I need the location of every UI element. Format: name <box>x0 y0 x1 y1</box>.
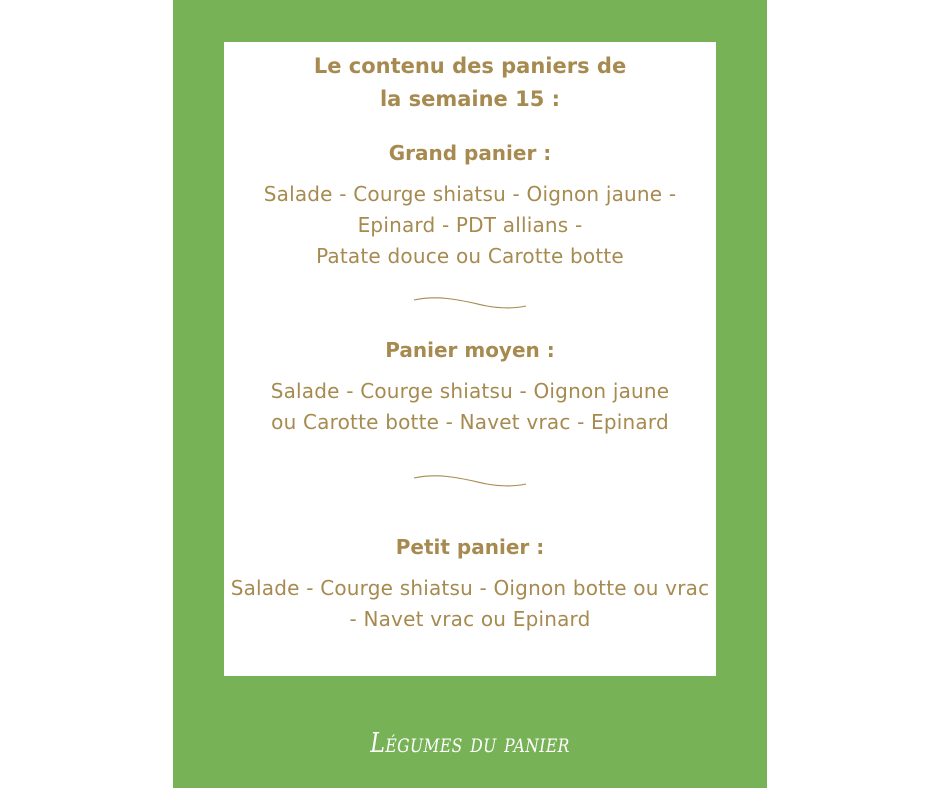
wavy-divider-icon <box>412 474 528 490</box>
wavy-divider-icon <box>412 296 528 312</box>
petit-panier-line-2: - Navet vrac ou Epinard <box>349 607 591 631</box>
panier-moyen-heading: Panier moyen : <box>385 338 555 362</box>
petit-panier-line-1: Salade - Courge shiatsu - Oignon botte ou vrac <box>230 576 710 600</box>
panier-moyen-line-2: ou Carotte botte - Navet vrac - Epinard <box>271 410 669 434</box>
grand-panier-line-2: Epinard - PDT allians - <box>357 213 583 237</box>
footer-title: Légumes du panier <box>370 728 570 759</box>
basket-content-card <box>224 42 716 676</box>
title-line-2: la semaine 15 : <box>379 87 561 111</box>
grand-panier-heading: Grand panier : <box>388 141 552 165</box>
petit-panier-heading: Petit panier : <box>395 535 545 559</box>
panier-moyen-line-1: Salade - Courge shiatsu - Oignon jaune <box>270 379 670 403</box>
title-line-1: Le contenu des paniers de <box>313 54 627 78</box>
grand-panier-line-3: Patate douce ou Carotte botte <box>316 244 624 268</box>
grand-panier-line-1: Salade - Courge shiatsu - Oignon jaune - <box>263 182 677 206</box>
